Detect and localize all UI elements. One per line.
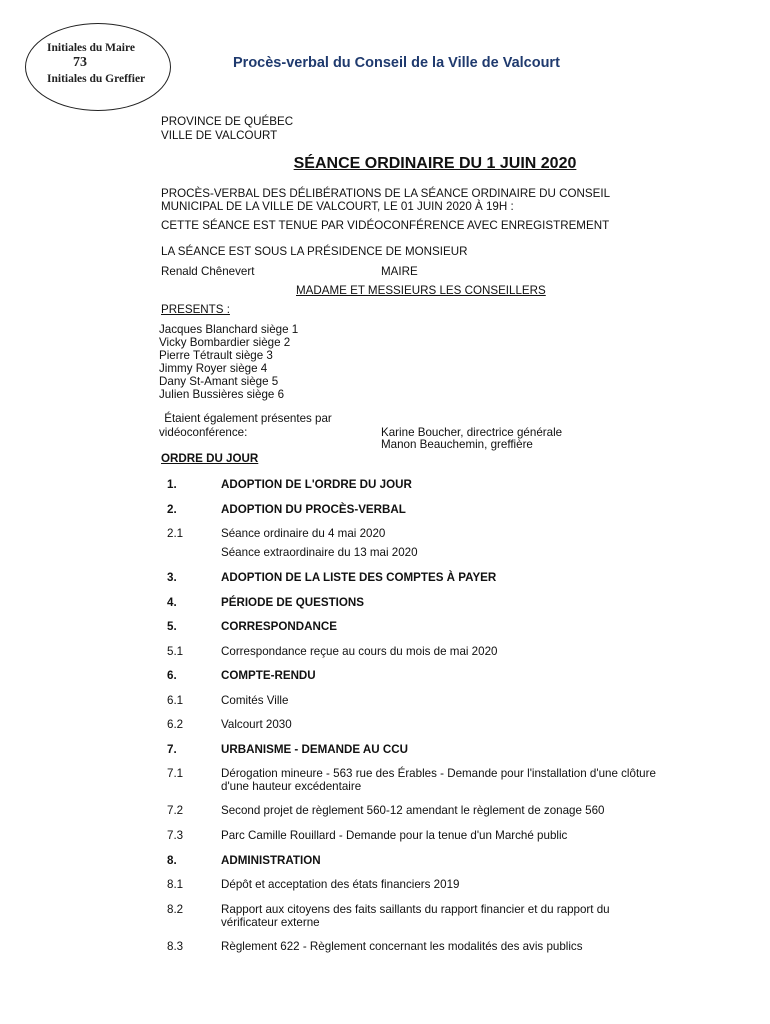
also-present-line-1: Étaient également présentes par xyxy=(161,412,332,425)
agenda-item-number: 5.1 xyxy=(167,645,184,658)
city-label: VILLE DE VALCOURT xyxy=(161,129,278,142)
stamp-page-number: 73 xyxy=(73,55,87,70)
agenda-item-number: 7. xyxy=(167,743,177,756)
list-item: Jacques Blanchard siège 1 xyxy=(159,323,299,336)
agenda-item-text-continued: d'une hauteur excédentaire xyxy=(221,780,362,793)
intro-line-4: LA SÉANCE EST SOUS LA PRÉSIDENCE DE MONSIEUR xyxy=(161,245,468,258)
agenda-item-text: Dépôt et acceptation des états financiers 2019 xyxy=(221,878,460,891)
agenda-item-number: 8.1 xyxy=(167,878,184,891)
agenda-item-number: 3. xyxy=(167,571,177,584)
stamp-clerk-label: Initiales du Greffier xyxy=(47,73,146,85)
also-present-line-2: vidéoconférence: xyxy=(159,426,248,439)
agenda-heading: ORDRE DU JOUR xyxy=(161,452,259,465)
intro-line-2: MUNICIPAL DE LA VILLE DE VALCOURT, LE 01 JUIN 2020 À 19H : xyxy=(161,200,514,213)
agenda-item-number: 2. xyxy=(167,503,177,516)
council-heading: MADAME ET MESSIEURS LES CONSEILLERS xyxy=(296,284,546,297)
agenda-item-number: 6.2 xyxy=(167,718,184,731)
agenda-item-text: ADOPTION DE LA LISTE DES COMPTES À PAYER xyxy=(221,571,497,584)
agenda-item-text: COMPTE-RENDU xyxy=(221,669,316,682)
initials-stamp xyxy=(25,23,171,111)
intro-line-1: PROCÈS-VERBAL DES DÉLIBÉRATIONS DE LA SÉANCE ORDINAIRE DU CONSEIL xyxy=(161,187,611,200)
agenda-item-number: 7.2 xyxy=(167,804,184,817)
agenda-item-text: Correspondance reçue au cours du mois de mai 2020 xyxy=(221,645,498,658)
stamp-mayor-label: Initiales du Maire xyxy=(47,42,135,54)
agenda-item-number: 1. xyxy=(167,478,177,491)
seance-title: SÉANCE ORDINAIRE DU 1 JUIN 2020 xyxy=(293,155,577,172)
agenda-item-number: 7.3 xyxy=(167,829,184,842)
agenda-item-number: 8.3 xyxy=(167,940,184,953)
agenda-item-number: 4. xyxy=(167,596,177,609)
agenda-item-text-continued: vérificateur externe xyxy=(221,916,320,929)
agenda-item-number: 8.2 xyxy=(167,903,184,916)
agenda-item-text: CORRESPONDANCE xyxy=(221,620,337,633)
page-header-title: Procès-verbal du Conseil de la Ville de Valcourt xyxy=(233,55,560,71)
list-item: Dany St-Amant siège 5 xyxy=(159,375,279,388)
agenda-item-number: 7.1 xyxy=(167,767,184,780)
agenda-item-text: ADOPTION DU PROCÈS-VERBAL xyxy=(221,503,406,516)
agenda-item-text-continued: Séance extraordinaire du 13 mai 2020 xyxy=(221,546,418,559)
agenda-item-text: Rapport aux citoyens des faits saillants du rapport financier et du rapport du xyxy=(221,903,610,916)
agenda-item-number: 6.1 xyxy=(167,694,184,707)
agenda-item-text: Comités Ville xyxy=(221,694,289,707)
list-item: Julien Bussières siège 6 xyxy=(159,388,285,401)
agenda-item-text: Valcourt 2030 xyxy=(221,718,292,731)
agenda-item-text: URBANISME - DEMANDE AU CCU xyxy=(221,743,408,756)
agenda-item-text: Dérogation mineure - 563 rue des Érables - Demande pour l'installation d'une clôture xyxy=(221,767,656,780)
agenda-item-number: 2.1 xyxy=(167,527,184,540)
province-label: PROVINCE DE QUÉBEC xyxy=(161,115,294,128)
agenda-item-text: Règlement 622 - Règlement concernant les modalités des avis publics xyxy=(221,940,583,953)
agenda-item-text: ADOPTION DE L'ORDRE DU JOUR xyxy=(221,478,412,491)
president-role: MAIRE xyxy=(381,265,418,278)
president-name: Renald Chênevert xyxy=(161,265,255,278)
also-present-person-2: Manon Beauchemin, greffière xyxy=(381,438,533,451)
agenda-item-text: Séance ordinaire du 4 mai 2020 xyxy=(221,527,386,540)
presents-label: PRESENTS : xyxy=(161,303,230,316)
agenda-item-text: Parc Camille Rouillard - Demande pour la tenue d'un Marché public xyxy=(221,829,568,842)
agenda-item-text: PÉRIODE DE QUESTIONS xyxy=(221,596,365,609)
agenda-item-number: 5. xyxy=(167,620,177,633)
intro-line-3: CETTE SÉANCE EST TENUE PAR VIDÉOCONFÉRENCE AVEC ENREGISTREMENT xyxy=(161,219,610,232)
list-item: Pierre Tétrault siège 3 xyxy=(159,349,273,362)
agenda-item-number: 6. xyxy=(167,669,177,682)
agenda-item-number: 8. xyxy=(167,854,177,867)
list-item: Vicky Bombardier siège 2 xyxy=(159,336,291,349)
list-item: Jimmy Royer siège 4 xyxy=(159,362,268,375)
also-present-person-1: Karine Boucher, directrice générale xyxy=(381,426,563,439)
agenda-item-text: Second projet de règlement 560-12 amendant le règlement de zonage 560 xyxy=(221,804,605,817)
agenda-item-text: ADMINISTRATION xyxy=(221,854,321,867)
